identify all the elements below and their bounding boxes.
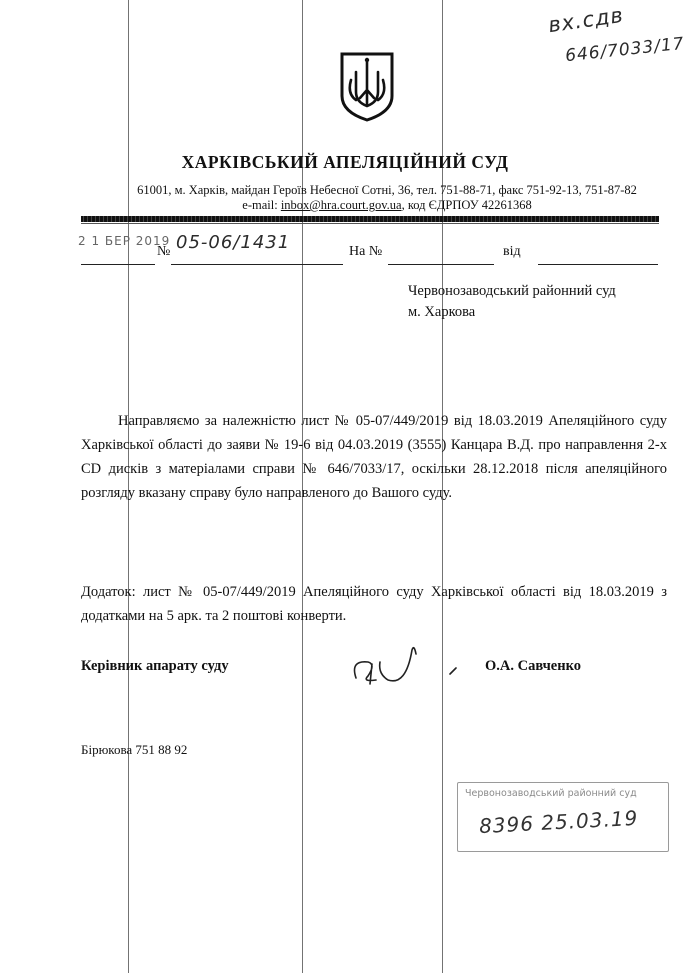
reply-number-line <box>388 246 494 265</box>
court-address <box>90 183 684 213</box>
outgoing-number-handwritten: 05-06/1431 <box>176 232 291 253</box>
incoming-registration-stamp <box>457 782 669 852</box>
court-name-heading: ХАРКІВСЬКИЙ АПЕЛЯЦІЙНИЙ СУД <box>181 152 509 172</box>
signer-position: Керівник апарату суду <box>81 658 229 674</box>
attachment-note <box>81 580 667 628</box>
stamp-court-text: Червонозаводський районний суд <box>465 788 637 799</box>
from-date-label: від <box>503 244 521 259</box>
handwritten-case-number: 646/7033/17 <box>564 33 686 67</box>
handwritten-note: вх.сдв <box>546 2 626 38</box>
executor-contact: Бірюкова 751 88 92 <box>81 742 188 757</box>
number-sign: № <box>157 244 171 259</box>
edrpou-code: , код ЄДРПОУ 42261368 <box>401 198 532 212</box>
stamp-number-handwritten: 8396 25.03.19 <box>478 805 639 839</box>
coat-of-arms-icon <box>338 50 396 122</box>
registration-date-stamp: 2 1 БЕР 2019 <box>78 234 171 248</box>
letter-body <box>81 409 667 505</box>
reply-date-line <box>538 246 658 265</box>
signer-name: О.А. Савченко <box>485 658 582 674</box>
addressee-block <box>408 281 616 323</box>
addressee-court: Червонозаводський районний суд <box>408 283 616 299</box>
reply-to-label: На № <box>349 244 383 259</box>
body-paragraph: Направляємо за належністю лист № 05-07/449/2019 від 18.03.2019 Апеляційного суду Харківської області до заяви № 19-6 від 04.03.2019 (3555) Канцара В.Д. про направлення 2-х CD дисків з матеріалами справи № 646/7033/17, оскільки 28.12.2018 після апеляційного розгляду вказану справу було направленого до Вашого суду. <box>81 413 667 501</box>
address-line: 61001, м. Харків, майдан Героїв Небесної Сотні, 36, тел. 751-88-71, факс 751-92-13, 751-87-82 <box>137 183 637 197</box>
email-label: e-mail: <box>242 198 281 212</box>
email-line <box>90 198 684 213</box>
date-blank-line <box>81 246 155 265</box>
addressee-city: м. Харкова <box>408 304 476 320</box>
header-divider <box>81 216 659 222</box>
attachment-paragraph: Додаток: лист № 05-07/449/2019 Апеляційного суду Харківської області від 18.03.2019 з додатками на 5 арк. та 2 поштові конверти. <box>81 584 667 624</box>
header-divider-thin <box>81 223 659 224</box>
email-link[interactable]: inbox@hra.court.gov.ua <box>280 198 402 212</box>
handwritten-signature-icon <box>346 640 466 695</box>
